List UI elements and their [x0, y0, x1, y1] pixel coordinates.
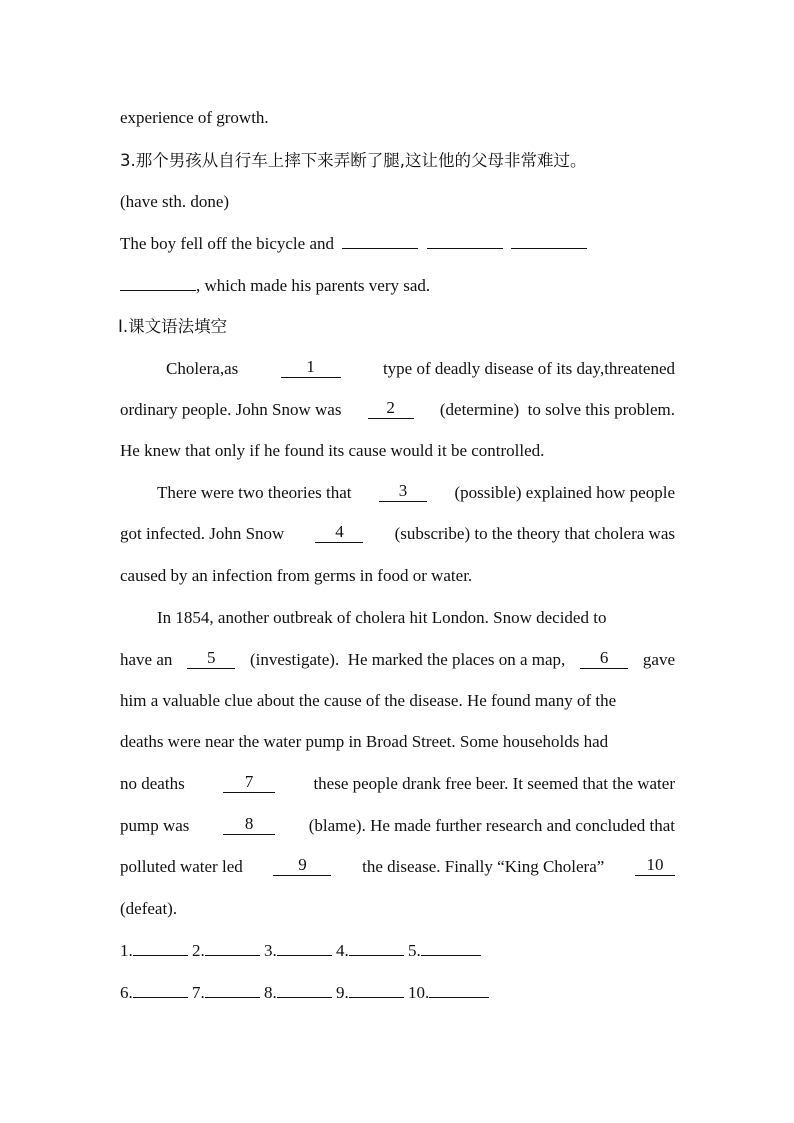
passage-line: have an 5 (investigate). He marked the places on a map, 6 gave [120, 648, 675, 669]
question-3-prompt: 3.那个男孩从自行车上摔下来弄断了腿,这让他的父母非常难过。 [120, 151, 587, 170]
answer-blank[interactable] [133, 980, 188, 998]
blank-9[interactable]: 9 [273, 855, 331, 876]
section-title: Ⅰ.课文语法填空 [118, 317, 228, 336]
passage-line: Cholera,as 1 type of deadly disease of its day,threatened [166, 357, 675, 378]
answer-blank[interactable] [120, 273, 196, 291]
question-3-line-2: , which made his parents very sad. [120, 273, 675, 298]
answer-row: 1. 2. 3. 4. 5. [120, 938, 675, 963]
answer-blank[interactable] [133, 938, 188, 956]
answer-blank[interactable] [349, 938, 404, 956]
passage-line: He knew that only if he found its cause would it be controlled. [120, 441, 545, 460]
passage-line: pump was 8 (blame). He made further research and concluded that [120, 814, 675, 835]
passage-line: no deaths 7 these people drank free beer. It seemed that the water [120, 772, 675, 793]
answer-blank[interactable] [511, 231, 587, 249]
blank-6[interactable]: 6 [580, 648, 628, 669]
previous-answer-tail: experience of growth. [120, 108, 269, 127]
question-3-hint: (have sth. done) [120, 192, 230, 211]
answer-blank[interactable] [205, 938, 260, 956]
answer-blank[interactable] [349, 980, 404, 998]
blank-8[interactable]: 8 [223, 814, 275, 835]
answer-blank[interactable] [342, 231, 418, 249]
answer-blank[interactable] [429, 980, 489, 998]
passage-line: deaths were near the water pump in Broad Street. Some households had [120, 732, 609, 751]
question-3-line-1: The boy fell off the bicycle and [120, 231, 675, 256]
blank-5[interactable]: 5 [187, 648, 235, 669]
passage-line: him a valuable clue about the cause of the disease. He found many of the [120, 691, 617, 710]
answer-blank[interactable] [421, 938, 481, 956]
blank-10[interactable]: 10 [635, 855, 675, 876]
answer-blank[interactable] [277, 980, 332, 998]
passage-line: ordinary people. John Snow was 2 (determine) to solve this problem. [120, 398, 675, 419]
passage-line: In 1854, another outbreak of cholera hit London. Snow decided to [157, 608, 607, 627]
blank-4[interactable]: 4 [315, 522, 363, 543]
blank-3[interactable]: 3 [379, 481, 427, 502]
blank-2[interactable]: 2 [368, 398, 414, 419]
passage-line: polluted water led 9 the disease. Finally “King Cholera” 10 [120, 855, 675, 879]
blank-7[interactable]: 7 [223, 772, 275, 793]
passage-line: got infected. John Snow 4 (subscribe) to the theory that cholera was [120, 522, 675, 543]
answer-row: 6. 7. 8. 9. 10. [120, 980, 675, 1005]
answer-blank[interactable] [427, 231, 503, 249]
passage-line: There were two theories that 3 (possible) explained how people [157, 481, 675, 502]
answer-blank[interactable] [277, 938, 332, 956]
passage-line: caused by an infection from germs in food or water. [120, 566, 473, 585]
passage-line: (defeat). [120, 899, 178, 918]
blank-1[interactable]: 1 [281, 357, 341, 378]
answer-blank[interactable] [205, 980, 260, 998]
